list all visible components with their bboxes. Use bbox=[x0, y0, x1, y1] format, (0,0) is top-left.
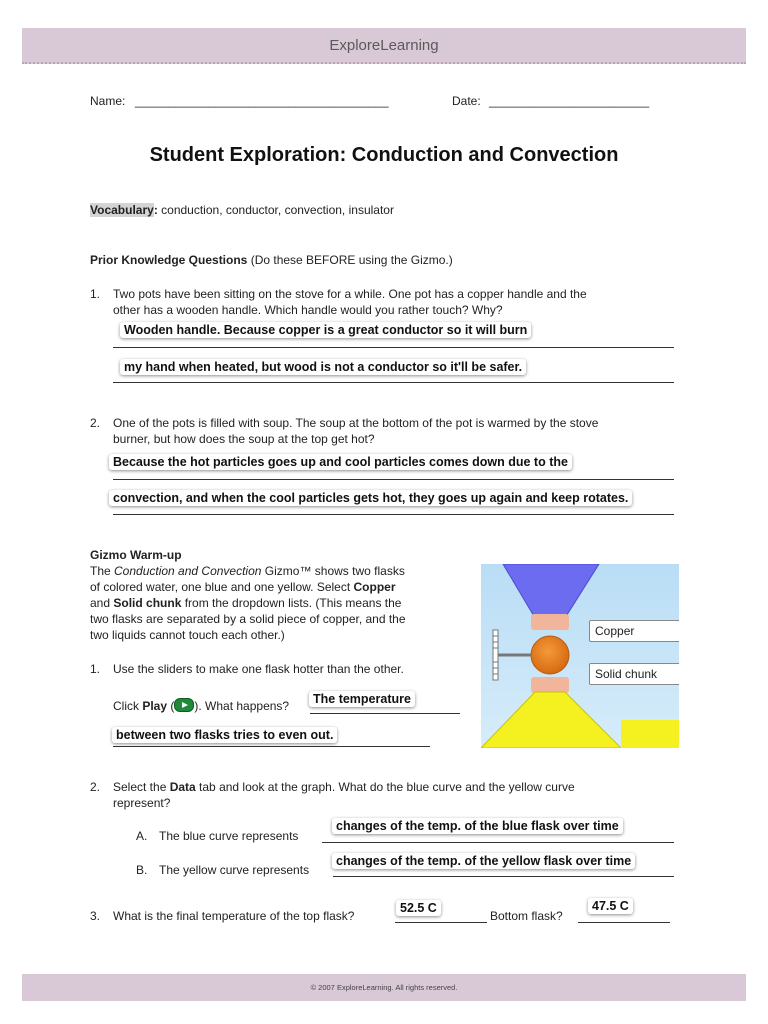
brand-logo: ExploreLearning bbox=[329, 37, 439, 54]
page-title: Student Exploration: Conduction and Convection bbox=[149, 144, 619, 166]
qtemp-top-answer[interactable]: 52.5 C bbox=[396, 900, 441, 916]
qdata-b-label: B. bbox=[136, 863, 148, 877]
warmup-answer-line1 bbox=[310, 713, 460, 714]
top-stopper bbox=[531, 614, 569, 630]
flask-diagram bbox=[481, 564, 679, 748]
copper-chunk bbox=[531, 636, 569, 674]
vocabulary-terms: conduction, conductor, convection, insulator bbox=[157, 203, 394, 217]
q2-answer-line2 bbox=[113, 514, 674, 515]
click-play-instruction: Click Play ( ). What happens? bbox=[113, 699, 290, 713]
qdata-b-text: The yellow curve represents bbox=[159, 863, 310, 877]
clamp-bar[interactable] bbox=[493, 630, 498, 680]
gizmo-screenshot bbox=[481, 564, 679, 748]
qdata-b-line bbox=[333, 876, 674, 877]
q1-answer-line2 bbox=[113, 382, 674, 383]
q1-text-line1: Two pots have been sitting on the stove for a while. One pot has a copper handle and the bbox=[113, 287, 587, 301]
prior-knowledge-heading bbox=[90, 252, 453, 268]
q2-number: 2. bbox=[90, 416, 101, 430]
warmup-paragraph: The Conduction and Convection Gizmo™ shows two flasks of colored water, one blue and one yellow. Select Copper and Solid chunk from the dropdown lists. (This means the two flasks are separated by a solid piece of copper, and the two liquids cannot touch each other.) bbox=[90, 564, 406, 642]
qtemp-bottom-line bbox=[578, 922, 670, 923]
warmup-answer-line2 bbox=[113, 746, 430, 747]
vocabulary-colon: : bbox=[153, 203, 158, 217]
qtemp-bottom-label: Bottom flask? bbox=[490, 909, 563, 923]
q2-answer2[interactable]: convection, and when the cool particles gets hot, they goes up again and keep rotates. bbox=[109, 490, 632, 506]
name-line[interactable]: ______________________________________ bbox=[135, 94, 389, 108]
vocabulary bbox=[90, 202, 394, 218]
play-icon bbox=[174, 698, 194, 712]
q2-answer1[interactable]: Because the hot particles goes up and cool particles comes down due to the bbox=[109, 454, 572, 470]
qtemp-number: 3. bbox=[90, 909, 101, 923]
q1-number: 1. bbox=[90, 287, 101, 301]
qdata-a-text: The blue curve represents bbox=[159, 829, 299, 843]
header-band bbox=[22, 28, 746, 64]
q1-text-line2: other has a wooden handle. Which handle would you rather touch? Why? bbox=[113, 303, 503, 317]
q1-answer1[interactable]: Wooden handle. Because copper is a great conductor so it will burn bbox=[120, 322, 531, 338]
form-dropdown[interactable]: Solid chunk bbox=[589, 663, 679, 685]
qdata-line2: represent? bbox=[113, 796, 171, 810]
qtemp-text: What is the final temperature of the top flask? bbox=[113, 909, 355, 923]
q2-text-line2: burner, but how does the soup at the top get hot? bbox=[113, 432, 375, 446]
qdata-number: 2. bbox=[90, 780, 101, 794]
date-line[interactable]: ________________________ bbox=[489, 94, 650, 108]
footer-copyright: © 2007 ExploreLearning. All rights reserved. bbox=[310, 983, 458, 992]
qtemp-top-line bbox=[395, 922, 487, 923]
warmup-answer1[interactable]: The temperature bbox=[309, 691, 415, 707]
material-dropdown[interactable]: Copper bbox=[589, 620, 679, 642]
prior-heading-text: Prior Knowledge Questions bbox=[90, 253, 248, 267]
name-label: Name: bbox=[90, 94, 126, 108]
warmup-answer2[interactable]: between two flasks tries to even out. bbox=[112, 727, 337, 743]
qdata-a-label: A. bbox=[136, 829, 148, 843]
date-label: Date: bbox=[452, 94, 481, 108]
q1-answer2[interactable]: my hand when heated, but wood is not a conductor so it'll be safer. bbox=[120, 359, 526, 375]
qtemp-bottom-answer[interactable]: 47.5 C bbox=[588, 898, 633, 914]
qdata-line1: Select the Data tab and look at the graph. What do the blue curve and the yellow curve bbox=[113, 780, 575, 794]
bottom-stopper bbox=[531, 677, 569, 693]
q2-answer-line1 bbox=[113, 479, 674, 480]
footer-band bbox=[22, 974, 746, 1001]
qdata-a-line bbox=[322, 842, 674, 843]
qdata-b-answer[interactable]: changes of the temp. of the yellow flask over time bbox=[332, 853, 635, 869]
q1-answer-line1 bbox=[113, 347, 674, 348]
q2-text-line1: One of the pots is filled with soup. The soup at the bottom of the pot is warmed by the stove bbox=[113, 416, 599, 430]
yellow-strip bbox=[621, 720, 679, 748]
warmup-heading: Gizmo Warm-up bbox=[90, 548, 182, 562]
warmup-item1-text: Use the sliders to make one flask hotter than the other. bbox=[113, 662, 404, 676]
qdata-a-answer[interactable]: changes of the temp. of the blue flask over time bbox=[332, 818, 623, 834]
warmup-item1-number: 1. bbox=[90, 662, 101, 676]
vocabulary-label: Vocabulary bbox=[90, 203, 154, 217]
prior-note: (Do these BEFORE using the Gizmo.) bbox=[247, 253, 453, 267]
